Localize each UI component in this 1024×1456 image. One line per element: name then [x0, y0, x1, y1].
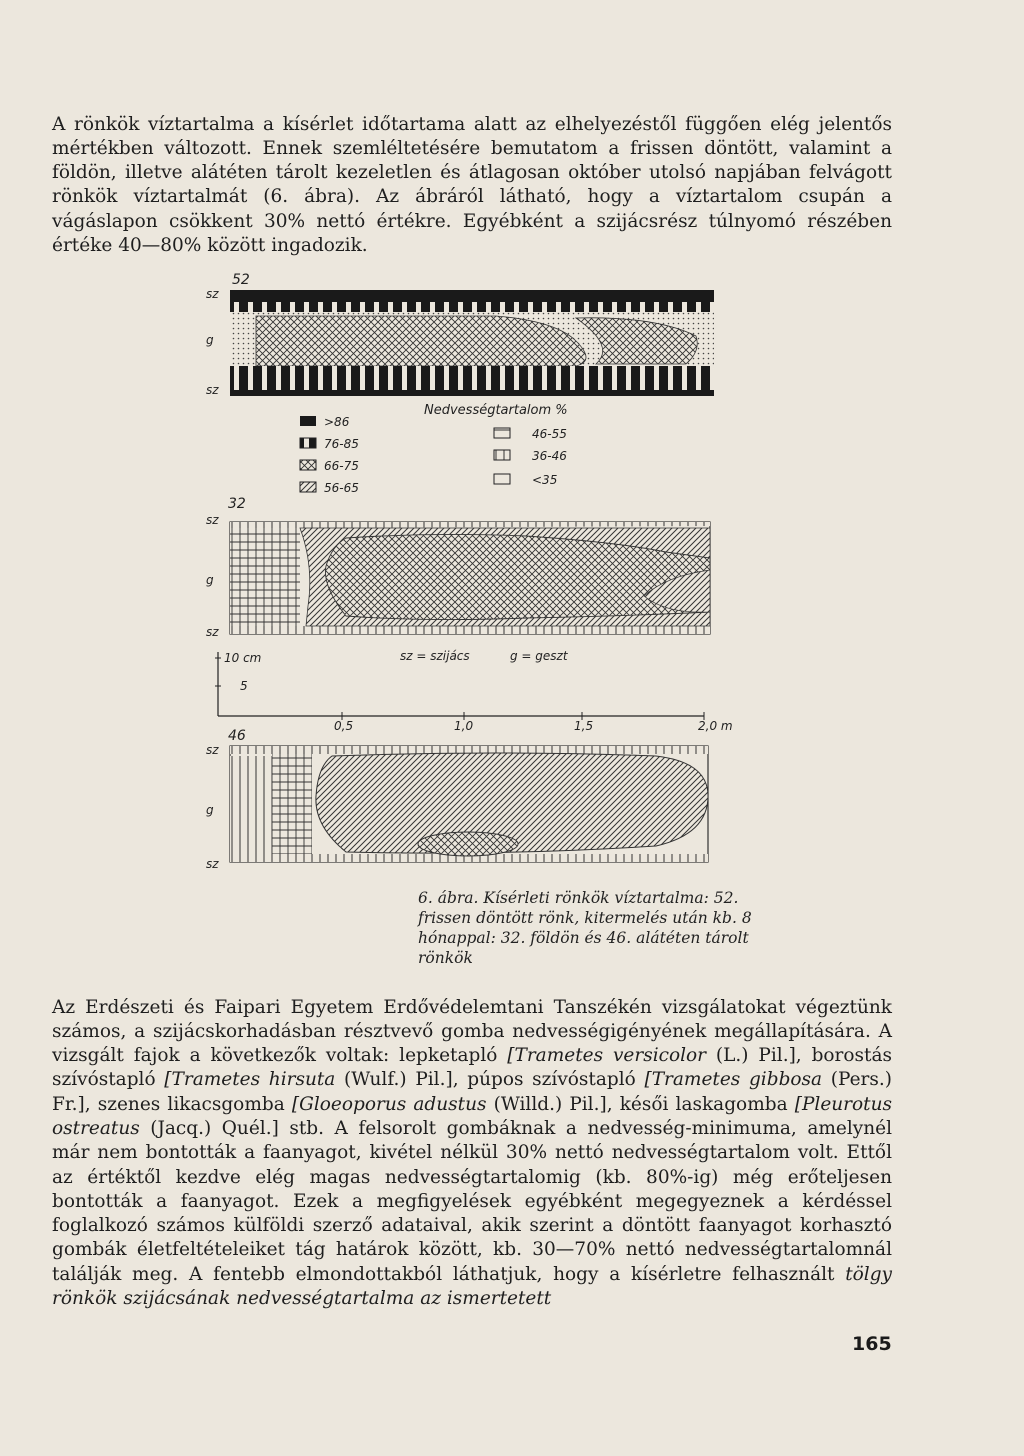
species-gloeoporus-adustus: [Gloeoporus adustus [291, 1093, 487, 1115]
log-52-sz-bottom: sz [206, 383, 219, 397]
log-32-sz-bottom: sz [206, 625, 219, 639]
log-32-label: 32 [228, 496, 246, 512]
species-pleurotus-ostreatus: [Pleurotus ostreatus [52, 1093, 893, 1139]
log-46-sz-top: sz [206, 743, 219, 757]
paragraph-fungi-part-11: (Jacq.) Quél.] stb. A felsorolt gombáknak a nedvesség-minimuma, amelynél már nem bontották a faanyagot, kivétel nélkül 30% nettó nedvességtartalom volt. Ettől az értéktől kezdve elég magas nedvességtartalomig (kb. 80%-ig) még erőteljesen bontották a faanyagot. Ezek a megfigyelések egyébként megegyeznek a kérdéssel foglalkozó számos külföldi szerző adataival, akik szerint a döntött faanyagot korhasztó gombák életfeltételeiket tág határok között, kb. 30—70% nettó nedvességtartalomnál találják meg. A fentebb elmondottakból láthatjuk, hogy a kísérletre felhasznált [52, 1117, 892, 1285]
scale-tick-2-0: 2,0 m [698, 719, 733, 733]
log-46-label: 46 [228, 728, 246, 744]
paragraph-fungi-part-5: (Wulf.) Pil.], púpos szívóstapló [335, 1069, 645, 1091]
legend-item-6: 36-46 [532, 449, 567, 463]
legend-item-3: 66-75 [324, 459, 359, 473]
legend-item-7: <35 [532, 473, 558, 487]
scale [215, 649, 733, 733]
scale-tick-0-5: 0,5 [334, 719, 354, 733]
log-52-sz-top: sz [206, 287, 219, 301]
log-32-diagram [206, 496, 710, 639]
legend-item-2: 76-85 [324, 437, 359, 451]
log-32-sz-top: sz [206, 513, 219, 527]
paragraph-intro: A rönkök víztartalma a kísérlet időtartama alatt az elhelyezéstől függően elég jelentős mértékben változott. Ennek szemléltetésére bemutatom a frissen döntött, valamint a földön, illetve alátéten tárolt kezeletlen és átlagosan október utolsó napjában felvágott rönkök víztartalmát (6. ábra). Az ábráról látható, hogy a víztartalom csupán a vágáslapon csökkent 30% nettó értékre. Egyébként a szijácsrész túlnyomó részében értéke 40—80% között ingadozik. [52, 113, 892, 256]
log-52-diagram [206, 272, 714, 397]
log-32-g: g [206, 573, 214, 587]
scale-5: 5 [240, 679, 248, 693]
key-g: g = geszt [510, 649, 568, 663]
legend-item-5: 46-55 [532, 427, 567, 441]
log-52-label: 52 [232, 272, 250, 288]
scale-tick-1-0: 1,0 [454, 719, 474, 733]
legend-item-1: >86 [324, 415, 350, 429]
legend [300, 403, 568, 495]
species-trametes-versicolor: [Trametes versicolor [507, 1045, 707, 1067]
paragraph-fungi-part-9: (Willd.) Pil.], késői laskagomba [486, 1093, 795, 1115]
log-46-sz-bottom: sz [206, 857, 219, 871]
legend-title: Nedvességtartalom % [424, 403, 568, 418]
scale-tick-1-5: 1,5 [574, 719, 594, 733]
paragraph-fungi [52, 996, 892, 1312]
log-52-g: g [206, 333, 214, 347]
species-trametes-hirsuta: [Trametes hirsuta [164, 1069, 336, 1091]
paragraph-fungi-emphasis: tölgy rönkök szijácsának nedvességtartalma az ismertetett [52, 1263, 892, 1310]
log-46-g: g [206, 803, 214, 817]
paragraph-fungi-part-1: Az Erdészeti és Faipari Egyetem Erdővédelemtani Tanszékén vizsgálatokat végeztünk számos, a szijácskorhadásban résztvevő gomba nedvességigényének megállapítására. A vizsgált fajok a következők voltak: lepketapló [52, 996, 892, 1067]
page-number: 165 [852, 1333, 892, 1355]
log-46-diagram [206, 728, 708, 871]
key-sz: sz = szijács [400, 649, 470, 663]
figure-6 [196, 266, 756, 886]
legend-item-4: 56-65 [324, 481, 359, 495]
species-trametes-gibbosa: [Trametes gibbosa [644, 1069, 823, 1091]
figure-caption: 6. ábra. Kísérleti rönkök víztartalma: 52. frissen döntött rönk, kitermelés után kb. 8 hónappal: 32. földön és 46. alátéten tárolt rönkök [418, 889, 752, 967]
paragraph-fungi-part-7: (Pers.) Fr.], szenes likacsgomba [52, 1069, 892, 1115]
scale-10cm: 10 cm [224, 651, 262, 665]
paragraph-fungi-part-3: (L.) Pil.], borostás szívóstapló [52, 1045, 892, 1091]
